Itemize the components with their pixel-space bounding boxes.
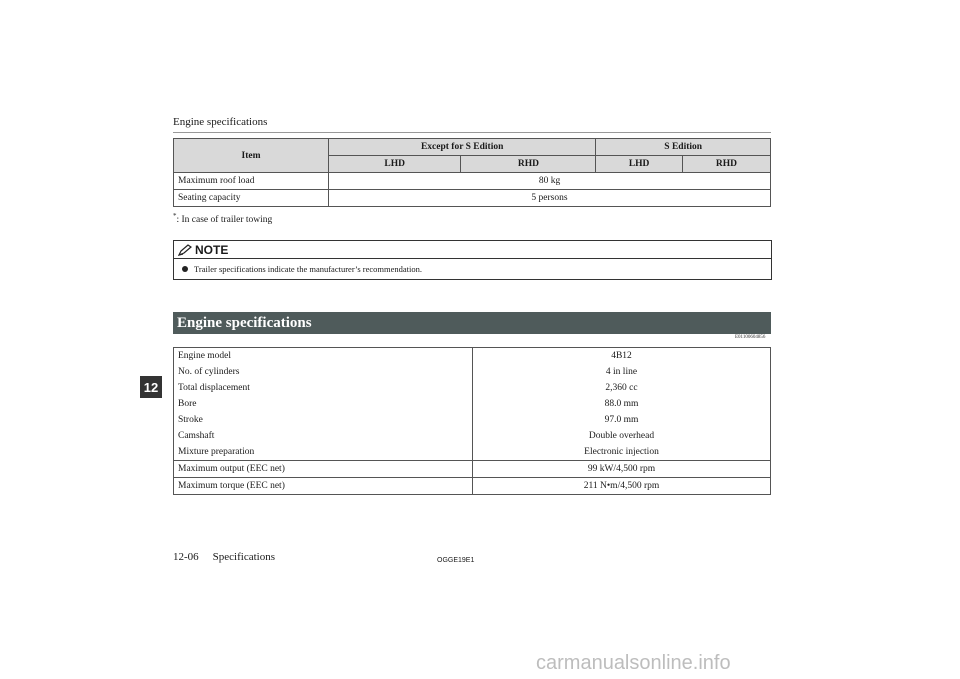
page-footer: [173, 551, 275, 563]
note-item: [174, 259, 771, 279]
row-label: Mixture preparation: [174, 444, 473, 461]
pencil-note-icon: [178, 244, 192, 256]
page-number: 12-06: [173, 551, 199, 563]
row-value: 2,360 cc: [473, 380, 771, 396]
bullet-icon: [182, 266, 188, 272]
note-box: [173, 240, 772, 280]
note-text: Trailer specifications indicate the manufacturer’s recommendation.: [194, 264, 423, 274]
section-code: E01100604856: [735, 335, 766, 340]
row-value: 80 kg: [329, 173, 771, 190]
table-row: [174, 380, 771, 396]
table-row: [174, 348, 771, 365]
row-value: 5 persons: [329, 190, 771, 207]
row-value: 88.0 mm: [473, 396, 771, 412]
sub-header: RHD: [461, 156, 596, 173]
section-title: Engine specifications: [177, 314, 312, 331]
row-label: Seating capacity: [174, 190, 329, 207]
engine-spec-table: [173, 347, 771, 495]
row-label: No. of cylinders: [174, 364, 473, 380]
header-rule: [173, 132, 771, 133]
watermark: carmanualsonline.info: [536, 652, 731, 674]
table-row: [174, 364, 771, 380]
row-label: Bore: [174, 396, 473, 412]
table-row: [174, 461, 771, 478]
table-row: [174, 190, 771, 207]
chapter-tab: 12: [140, 376, 162, 398]
table-header-row: [174, 139, 771, 156]
footnote-mark: *: [173, 212, 177, 220]
note-title: NOTE: [195, 242, 229, 257]
table-row: [174, 444, 771, 461]
row-value: 99 kW/4,500 rpm: [473, 461, 771, 478]
row-label: Stroke: [174, 412, 473, 428]
table-row: [174, 396, 771, 412]
section-title-bar: [173, 312, 771, 334]
footer-section: Specifications: [212, 551, 275, 563]
sub-header: LHD: [596, 156, 683, 173]
row-value: 4B12: [473, 348, 771, 365]
row-label: Total displacement: [174, 380, 473, 396]
item-header: Item: [174, 139, 329, 173]
table-row: [174, 412, 771, 428]
row-value: Double overhead: [473, 428, 771, 444]
row-label: Maximum torque (EEC net): [174, 478, 473, 495]
note-header: [174, 241, 771, 259]
table-row: [174, 173, 771, 190]
trailer-spec-table: [173, 138, 771, 207]
row-label: Maximum output (EEC net): [174, 461, 473, 478]
sub-header: LHD: [329, 156, 461, 173]
footnote: [173, 212, 272, 225]
footer-code: OGGE19E1: [437, 557, 475, 564]
group-header-s-edition: S Edition: [596, 139, 771, 156]
running-head: Engine specifications: [173, 116, 268, 128]
group-header-except-s-edition: Except for S Edition: [329, 139, 596, 156]
row-value: 4 in line: [473, 364, 771, 380]
row-label: Camshaft: [174, 428, 473, 444]
table-row: [174, 428, 771, 444]
table-row: [174, 478, 771, 495]
row-label: Maximum roof load: [174, 173, 329, 190]
row-value: 97.0 mm: [473, 412, 771, 428]
row-value: Electronic injection: [473, 444, 771, 461]
footnote-text: : In case of trailer towing: [176, 215, 273, 226]
row-label: Engine model: [174, 348, 473, 365]
sub-header: RHD: [682, 156, 770, 173]
row-value: 211 N•m/4,500 rpm: [473, 478, 771, 495]
